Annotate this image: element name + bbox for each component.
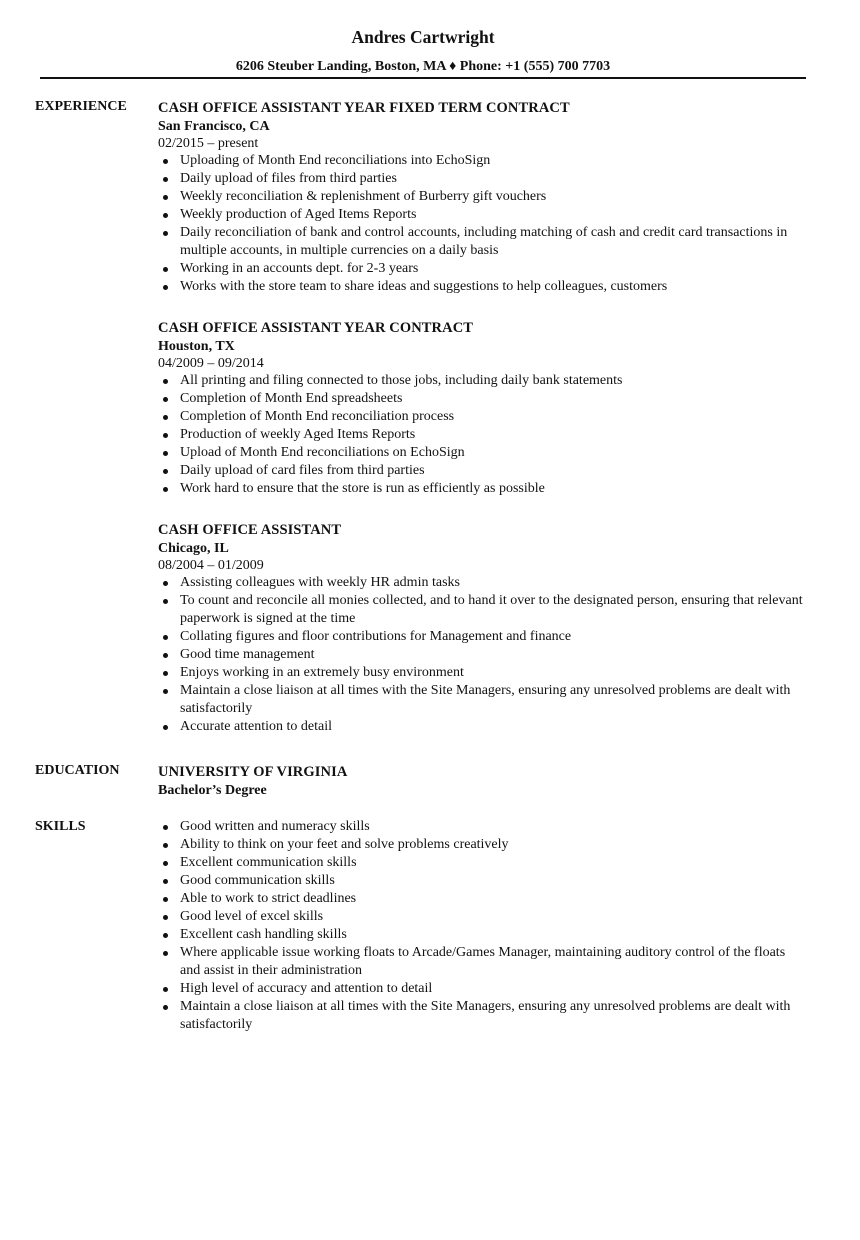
- list-item: [158, 872, 808, 890]
- bullet-icon: [163, 267, 168, 272]
- list-item: [158, 278, 808, 296]
- bullet-icon: [163, 231, 168, 236]
- list-item: [158, 480, 808, 498]
- list-item-text: Accurate attention to detail: [180, 719, 332, 734]
- bullet-icon: [163, 397, 168, 402]
- bullet-icon: [163, 433, 168, 438]
- list-item: [158, 980, 808, 998]
- list-item: [158, 836, 808, 854]
- job-entry: [158, 520, 808, 736]
- bullet-icon: [163, 915, 168, 920]
- job-bullets: [158, 574, 808, 736]
- job-location: Houston, TX: [158, 339, 235, 354]
- list-item: [158, 574, 808, 592]
- list-item-text: Completion of Month End spreadsheets: [180, 391, 403, 406]
- education-heading: EDUCATION: [35, 763, 120, 778]
- degree-name: Bachelor’s Degree: [158, 783, 267, 798]
- list-item: [158, 908, 808, 926]
- list-item: [158, 646, 808, 664]
- list-item-text: Excellent communication skills: [180, 855, 357, 870]
- list-item-text: Weekly production of Aged Items Reports: [180, 207, 417, 222]
- job-dates: 08/2004 – 01/2009: [158, 558, 264, 573]
- bullet-icon: [163, 951, 168, 956]
- bullet-icon: [163, 195, 168, 200]
- list-item-text: Good written and numeracy skills: [180, 819, 370, 834]
- bullet-icon: [163, 933, 168, 938]
- education-entry: [158, 762, 808, 799]
- bullet-icon: [163, 469, 168, 474]
- job-location: San Francisco, CA: [158, 119, 270, 134]
- bullet-icon: [163, 213, 168, 218]
- list-item: [158, 818, 808, 836]
- candidate-name: Andres Cartwright: [351, 27, 495, 47]
- bullet-icon: [163, 987, 168, 992]
- list-item-text: Good time management: [180, 647, 315, 662]
- list-item: [158, 188, 808, 206]
- bullet-icon: [163, 671, 168, 676]
- list-item-text: Able to work to strict deadlines: [180, 891, 357, 906]
- list-item-text: Daily upload of card files from third parties: [180, 463, 425, 478]
- bullet-icon: [163, 843, 168, 848]
- experience-heading: EXPERIENCE: [35, 99, 127, 114]
- job-title: CASH OFFICE ASSISTANT YEAR FIXED TERM CONTRACT: [158, 100, 570, 116]
- list-item: [158, 628, 808, 646]
- list-item-text: Daily reconciliation of bank and control accounts, including matching of cash and credit card transactions in multiple accounts, in multiple currencies on a daily basis: [180, 225, 788, 258]
- bullet-icon: [163, 415, 168, 420]
- list-item-text: Excellent cash handling skills: [180, 927, 347, 942]
- list-item: [158, 152, 808, 170]
- list-item-text: Good communication skills: [180, 873, 335, 888]
- list-item-text: Production of weekly Aged Items Reports: [180, 427, 416, 442]
- job-entry: [158, 318, 808, 498]
- bullet-icon: [163, 635, 168, 640]
- job-title: CASH OFFICE ASSISTANT YEAR CONTRACT: [158, 320, 474, 336]
- school-name: UNIVERSITY OF VIRGINIA: [158, 764, 348, 780]
- job-dates: 02/2015 – present: [158, 136, 259, 151]
- skills-list: [158, 818, 808, 1034]
- skills-heading: SKILLS: [35, 819, 86, 834]
- bullet-icon: [163, 725, 168, 730]
- list-item-text: Enjoys working in an extremely busy environment: [180, 665, 464, 680]
- list-item-text: Good level of excel skills: [180, 909, 324, 924]
- list-item: [158, 944, 808, 980]
- list-item: [158, 462, 808, 480]
- skills-bullets: [158, 818, 808, 1034]
- list-item-text: To count and reconcile all monies collected, and to hand it over to the designated person, ensuring that relevant paperwork is signed at the time: [180, 593, 803, 626]
- list-item: [158, 718, 808, 736]
- job-bullets: [158, 152, 808, 296]
- list-item-text: Ability to think on your feet and solve problems creatively: [180, 837, 509, 852]
- list-item-text: Uploading of Month End reconciliations into EchoSign: [180, 153, 491, 168]
- list-item-text: Assisting colleagues with weekly HR admin tasks: [180, 575, 460, 590]
- header-divider: [40, 77, 806, 79]
- list-item-text: Maintain a close liaison at all times with the Site Managers, ensuring any unresolved problems are dealt with satisfactorily: [180, 999, 791, 1032]
- list-item-text: Completion of Month End reconciliation process: [180, 409, 455, 424]
- bullet-icon: [163, 897, 168, 902]
- list-item-text: High level of accuracy and attention to detail: [180, 981, 433, 996]
- job-bullets: [158, 372, 808, 498]
- list-item: [158, 664, 808, 682]
- bullet-icon: [163, 879, 168, 884]
- list-item: [158, 998, 808, 1034]
- list-item: [158, 260, 808, 278]
- job-title: CASH OFFICE ASSISTANT: [158, 522, 342, 538]
- list-item-text: Collating figures and floor contributions for Management and finance: [180, 629, 572, 644]
- list-item-text: Where applicable issue working floats to Arcade/Games Manager, maintaining auditory control of the floats and assist in their administration: [180, 945, 786, 978]
- bullet-icon: [163, 487, 168, 492]
- list-item: [158, 444, 808, 462]
- bullet-icon: [163, 285, 168, 290]
- list-item: [158, 854, 808, 872]
- bullet-icon: [163, 653, 168, 658]
- list-item-text: Upload of Month End reconciliations on EchoSign: [180, 445, 465, 460]
- list-item-text: Works with the store team to share ideas and suggestions to help colleagues, customers: [180, 279, 668, 294]
- list-item: [158, 426, 808, 444]
- list-item-text: Daily upload of files from third parties: [180, 171, 397, 186]
- bullet-icon: [163, 825, 168, 830]
- list-item-text: All printing and filing connected to those jobs, including daily bank statements: [180, 373, 623, 388]
- list-item: [158, 926, 808, 944]
- bullet-icon: [163, 159, 168, 164]
- contact-line: 6206 Steuber Landing, Boston, MA ♦ Phone: +1 (555) 700 7703: [235, 59, 611, 74]
- list-item: [158, 408, 808, 426]
- bullet-icon: [163, 599, 168, 604]
- list-item: [158, 206, 808, 224]
- bullet-icon: [163, 581, 168, 586]
- list-item: [158, 682, 808, 718]
- list-item-text: Maintain a close liaison at all times with the Site Managers, ensuring any unresolved problems are dealt with satisfactorily: [180, 683, 791, 716]
- bullet-icon: [163, 451, 168, 456]
- list-item: [158, 224, 808, 260]
- list-item: [158, 372, 808, 390]
- job-location: Chicago, IL: [158, 541, 229, 556]
- bullet-icon: [163, 379, 168, 384]
- list-item-text: Working in an accounts dept. for 2-3 years: [180, 261, 419, 276]
- bullet-icon: [163, 1005, 168, 1010]
- list-item: [158, 890, 808, 908]
- bullet-icon: [163, 689, 168, 694]
- list-item: [158, 170, 808, 188]
- list-item-text: Work hard to ensure that the store is run as efficiently as possible: [180, 481, 545, 496]
- bullet-icon: [163, 177, 168, 182]
- job-entry: [158, 98, 808, 296]
- list-item: [158, 592, 808, 628]
- bullet-icon: [163, 861, 168, 866]
- list-item-text: Weekly reconciliation & replenishment of Burberry gift vouchers: [180, 189, 547, 204]
- list-item: [158, 390, 808, 408]
- job-dates: 04/2009 – 09/2014: [158, 356, 264, 371]
